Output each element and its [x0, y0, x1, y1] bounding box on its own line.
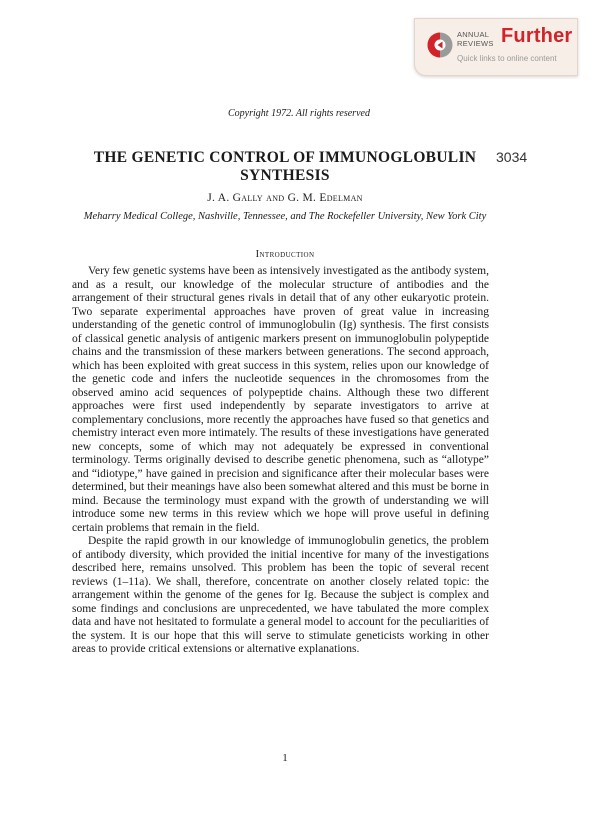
- authors: J. A. Gally and G. M. Edelman: [207, 192, 363, 204]
- annual-reviews-wordmark: ANNUAL REVIEWS: [457, 30, 494, 48]
- copyright-notice: Copyright 1972. All rights reserved: [228, 108, 370, 119]
- paragraph: Very few genetic systems have been as intensively investigated as the antibody system, and as a result, our knowledge of the molecular structure of antibodies and the arrangement of their structural genes rivals in detail that of any other eukaryotic protein. Two separate experimental approaches have proven of great value in increasing understanding of the genetic control of immunoglobulin (Ig) synthesis. The first consists of classical genetic analysis of antigenic markers present on immunoglobulin polypeptide chains and the transmission of these markers between generations. The second approach, which has been exploited with great success in this system, relies upon our knowledge of the genetic code and infers the nucleotide sequences in the chromosomes from the observed amino acid sequences of polypeptide chains. Although these two different approaches were first used independently by separate investigators to arrive at complementary conclusions, more recently the approaches have fused so that genetics and chemistry interact even more intimately. The results of these investigations have generated new concepts, some of which may not adequately be expressed in conventional terminology. Terms originally devised to describe genetic phenomena, such as “allotype” and “idiotype,” have gained in precision and significance after their molecular bases were determined, but their meanings have also been somewhat altered and this must be borne in mind. Because the terminology must expand with the growth of understanding we will introduce some new terms in this review which we hope will prove useful in defining certain problems that remain in the field.: [72, 265, 489, 534]
- paragraph: Despite the rapid growth in our knowledge of immunoglobulin genetics, the problem of antibody diversity, which provided the initial incentive for many of the investigations described here, remains unsolved. This problem has been the topic of several recent reviews (1–11a). We shall, therefore, concentrate on another closely related topic: the arrangement within the genome of the genes for Ig. Because the subject is complex and some findings and conclusions are unprecedented, we have tabulated the more complex data and have not hesitated to formulate a general model to account for the peculiarities of the system. It is our hope that this will serve to stimulate geneticists working in other areas to provide critical extensions or alternative explanations.: [72, 535, 489, 655]
- further-quick-links-badge[interactable]: [414, 18, 578, 76]
- article-title: THE GENETIC CONTROL OF IMMUNOGLOBULIN SYNTHESIS: [93, 149, 477, 184]
- article-body: [72, 265, 489, 657]
- annual-reviews-logo-icon: [427, 32, 453, 58]
- affiliation: Meharry Medical College, Nashville, Tennessee, and The Rockefeller University, New York City: [83, 211, 487, 222]
- further-label: Further: [501, 25, 573, 47]
- page-number: 1: [282, 752, 288, 764]
- section-heading: Introduction: [255, 249, 315, 260]
- quick-links-text: Quick links to online content: [457, 54, 557, 63]
- page-identifier: 3034: [496, 149, 528, 165]
